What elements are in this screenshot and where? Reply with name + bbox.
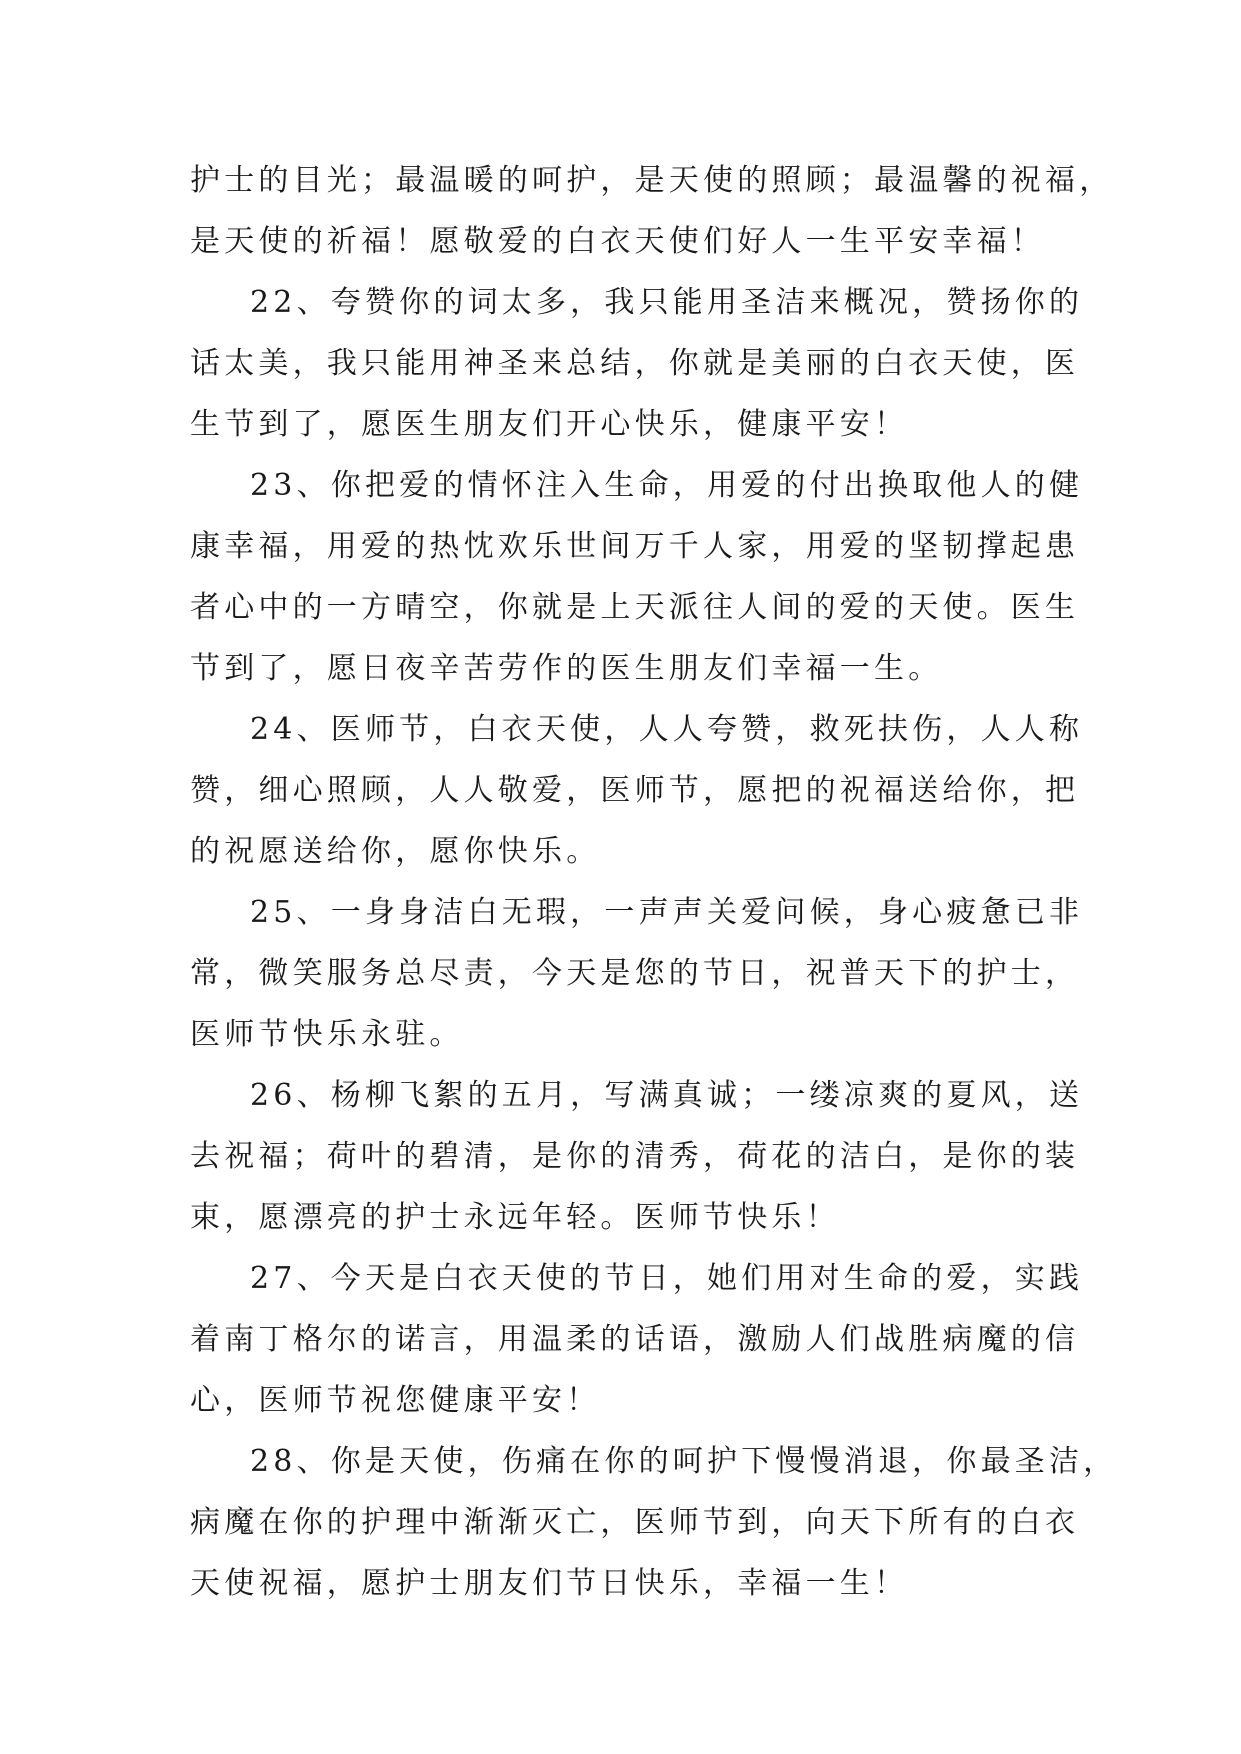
text-line: 护士的目光；最温暖的呵护，是天使的照顾；最温馨的祝福， [190,163,1114,198]
paragraph-23 [190,455,1084,699]
paragraph-27 [190,1248,1084,1431]
text-line: 26、杨柳飞絮的五月，写满真诚；一缕凉爽的夏风，送 [250,1078,1084,1113]
text-line: 者心中的一方晴空，你就是上天派往人间的爱的天使。医生 [190,590,1080,625]
paragraph-21-continued [190,150,1114,272]
text-line: 常，微笑服务总尽责，今天是您的节日，祝普天下的护士， [190,956,1080,991]
text-line: 心，医师节祝您健康平安！ [190,1383,601,1418]
text-line: 22、夸赞你的词太多，我只能用圣洁来概况，赞扬你的 [250,285,1084,320]
text-line: 是天使的祈福！愿敬爱的白衣天使们好人一生平安幸福！ [190,224,1045,259]
paragraph-26 [190,1065,1084,1248]
text-line: 着南丁格尔的诺言，用温柔的话语，激励人们战胜病魔的信 [190,1322,1080,1357]
text-line: 25、一身身洁白无瑕，一声声关爱问候，身心疲惫已非 [250,895,1084,930]
text-line: 医师节快乐永驻。 [190,1017,464,1052]
text-line: 24、医师节，白衣天使，人人夸赞，救死扶伤，人人称 [250,712,1084,747]
text-line: 赞，细心照顾，人人敬爱，医师节，愿把的祝福送给你，把 [190,773,1080,808]
text-line: 天使祝福，愿护士朋友们节日快乐，幸福一生！ [190,1566,909,1601]
text-line: 23、你把爱的情怀注入生命，用爱的付出换取他人的健 [250,468,1084,503]
paragraph-24 [190,699,1084,882]
paragraph-28 [190,1431,1118,1614]
text-line: 束，愿漂亮的护士永远年轻。医师节快乐！ [190,1200,840,1235]
text-line: 的祝愿送给你，愿你快乐。 [190,834,601,869]
text-line: 话太美，我只能用神圣来总结，你就是美丽的白衣天使，医 [190,346,1080,381]
text-line: 27、今天是白衣天使的节日，她们用对生命的爱，实践 [250,1261,1084,1296]
text-line: 28、你是天使，伤痛在你的呵护下慢慢消退，你最圣洁， [250,1444,1118,1479]
paragraph-22 [190,272,1084,455]
text-line: 去祝福；荷叶的碧清，是你的清秀，荷花的洁白，是你的装 [190,1139,1080,1174]
document-body [190,150,1118,1614]
text-line: 生节到了，愿医生朋友们开心快乐，健康平安！ [190,407,909,442]
text-line: 节到了，愿日夜辛苦劳作的医生朋友们幸福一生。 [190,651,943,686]
text-line: 病魔在你的护理中渐渐灭亡，医师节到，向天下所有的白衣 [190,1505,1080,1540]
paragraph-25 [190,882,1084,1065]
text-line: 康幸福，用爱的热忱欢乐世间万千人家，用爱的坚韧撑起患 [190,529,1080,564]
